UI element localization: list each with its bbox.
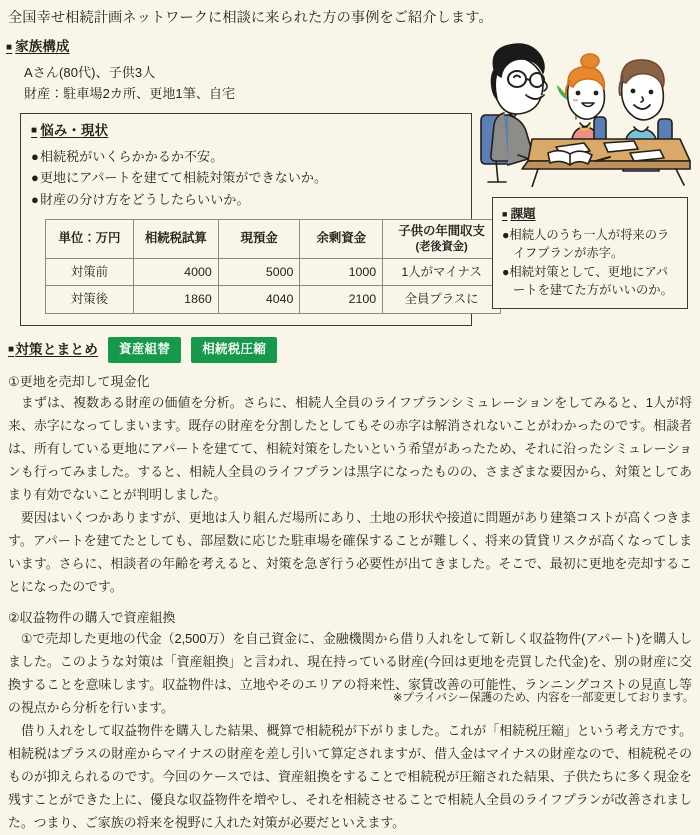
table-body (46, 258, 501, 313)
square-bullet-icon: ■ (6, 41, 13, 53)
tag-inheritance-tax-reduction: 相続税圧縮 (191, 337, 277, 363)
cell-tax: 1860 (133, 286, 218, 314)
cell-balance: 全員プラスに (383, 286, 501, 314)
table-header-balance: 子供の年間収支 (老後資金) (383, 220, 501, 259)
round-bullet-icon: ● (31, 191, 39, 207)
table-row (46, 286, 501, 314)
consultation-illustration (470, 35, 692, 187)
tag-asset-reorganization: 資産組替 (108, 337, 181, 363)
intro-text: 全国幸せ相続計画ネットワークに相談に来られた方の事例をご紹介します。 (8, 10, 493, 26)
issue-box (492, 197, 688, 308)
table-header-cash: 現預金 (218, 220, 300, 259)
square-bullet-icon: ■ (31, 125, 38, 136)
concern-bullet: ●更地にアパートを建てて相続対策ができないか。 (31, 170, 328, 186)
table-header-unit: 単位：万円 (46, 220, 134, 259)
cell-surplus: 1000 (300, 258, 383, 286)
cell-surplus: 2100 (300, 286, 383, 314)
family-line: Aさん(80代)、子供3人 (24, 65, 156, 81)
cell-cash: 5000 (218, 258, 300, 286)
measures-heading: ■対策とまとめ (8, 341, 99, 357)
table-header-row (46, 220, 501, 259)
row-label: 対策後 (46, 286, 134, 314)
concern-heading: ■ 悩み・現状 (31, 122, 109, 138)
concern-bullet: ●財産の分け方をどうしたらいいか。 (31, 191, 250, 207)
section-subhead-1: ①更地を売却して現金化 (8, 373, 150, 389)
top-area (6, 37, 694, 326)
section-1-paragraph-1: まずは、複数ある財産の価値を分析。さらに、相続人全員のライフプランシミュレーションをしてみると、1人が将来、赤字になってしまいます。既存の財産を分割したとしてもその赤字は解消されないことがわかったのです。相談者は、所有している更地にアパートを建てて、相続対策をしたいという希望があったため、それに沿ったシミュレーションも行ってみました。すると、相続人全員のライフプランは黒字になったものの、さまざまな要因から、対策としてあまり有効でないことが判明しました。 (8, 395, 692, 502)
family-heading: ■ 家族構成 (6, 39, 70, 55)
comparison-table (45, 219, 501, 314)
family-section (6, 37, 472, 104)
body-copy (8, 372, 692, 835)
family-line: 財産：駐車場2カ所、更地1筆、自宅 (24, 86, 236, 102)
concern-box (20, 113, 485, 327)
section-2-paragraph-1: ①で売却した更地の代金（2,500万）を自己資金に、金融機関から借り入れをして新しく収益物件(アパート)を購入しました。このような対策は「資産組換」と言われ、現在持っている財産(今回は更地を売買した代金)を、別の財産に交換することを意味します。収益物件は、立地やそのエリアの将来性、家賃改善の可能性、ランニングコストの見直し等の視点から分析を行います。 (8, 631, 692, 716)
table-head (46, 220, 501, 259)
section-subhead-2: ②収益物件の購入で資産組換 (8, 609, 176, 625)
table-row (46, 258, 501, 286)
measures-header-row (8, 337, 694, 363)
left-column (6, 37, 485, 326)
concern-bullets (31, 146, 461, 211)
issue-heading: ■ 課題 (502, 207, 536, 222)
section-2-paragraph-2: 借り入れをして収益物件を購入した結果、概算で相続税が下がりました。これが「相続税圧縮」という考え方です。相続税はプラスの財産からマイナスの財産を差し引いて算定されますが、借入金はマイナスの財産なので、相続税そのものが抑えられるのです。今回のケースでは、資産組換をすることで相続税が圧縮された結果、子供たちに多く現金を残すことができた上に、優良な収益物件を増やし、それを相続させることで相続人全員のライフプランが改善されました。つまり、ご家族の将来を視野に入れた対策が必要だといえます。 (8, 722, 692, 830)
concern-bullet: ●相続税がいくらかかるか不安。 (31, 148, 224, 164)
cell-balance: 1人がマイナス (383, 258, 501, 286)
round-bullet-icon: ● (31, 170, 39, 186)
section-1-paragraph-2: 要因はいくつかありますが、更地は入り組んだ場所にあり、土地の形状や接道に問題があり建築コストが高くつきます。アパートを建てたとしても、部屋数に応じた駐車場を確保することが難しく、将来の賃貸リスクが高くなってしまいます。さらに、相談者の年齢を考えると、対策を急ぎ行う必要性が出てきました。そこで、最初に更地を売却することになったのです。 (8, 509, 692, 594)
privacy-note: ※プライバシー保護のため、内容を一部変更しております。 (392, 691, 694, 704)
table-header-tax: 相続税試算 (133, 220, 218, 259)
table-header-surplus: 余剰資金 (300, 220, 383, 259)
square-bullet-icon: ■ (502, 208, 508, 219)
row-label: 対策前 (46, 258, 134, 286)
family-lines (24, 62, 472, 104)
round-bullet-icon: ● (31, 148, 39, 164)
cell-tax: 4000 (133, 258, 218, 286)
issue-item: ●相続対策として、更地にアパートを建てた方がいいのか。 (502, 264, 673, 297)
square-bullet-icon: ■ (8, 344, 15, 356)
issue-item: ●相続人のうち一人が将来のライフプランが赤字。 (502, 228, 670, 261)
cell-cash: 4040 (218, 286, 300, 314)
